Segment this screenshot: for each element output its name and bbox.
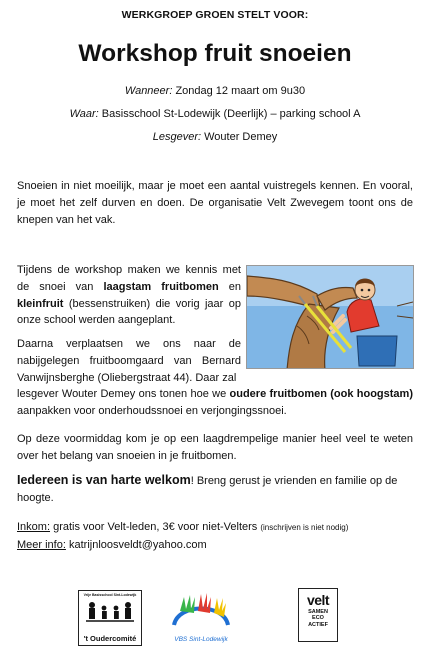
hands-rainbow-icon	[168, 589, 234, 633]
velt-logo-slogan	[299, 609, 337, 628]
entry-info	[17, 521, 348, 533]
where-label: Waar:	[69, 108, 99, 120]
velt-logo-name: velt	[306, 592, 330, 608]
workshop-bold-laagstam: laagstam fruitbomen	[103, 280, 219, 293]
entry-label: Inkom:	[17, 521, 51, 533]
daarna-bold-oudere: oudere fruitbomen (ook hoogstam)	[229, 388, 413, 401]
detail-where	[0, 108, 430, 120]
where-value: Basisschool St-Lodewijk (Deerlijk) – parking school A	[98, 108, 361, 120]
vbs-logo-caption: VBS Sint-Lodewijk	[174, 636, 228, 643]
daarna-text-left: Daarna verplaatsen we ons naar de nabijgelegen fruitboomgaard van Bernard Vanwijnsberghe (Oliebergstraat 44). Daar zal	[17, 338, 241, 384]
oudercomite-logo-top-text: Vrije Basisschool Sint-Lodewijk	[83, 593, 137, 597]
family-icon	[80, 597, 140, 627]
velt-slogan-line1: SAMEN	[308, 609, 328, 615]
flyer-title: Workshop fruit snoeien	[78, 40, 352, 67]
detail-when	[0, 85, 430, 97]
velt-logo	[298, 588, 338, 642]
workshop-paragraph	[17, 262, 241, 329]
more-info-email: katrijnloosveldt@yahoo.com	[65, 539, 207, 551]
pruning-illustration-svg	[247, 266, 414, 369]
oudercomite-logo	[78, 590, 142, 646]
workshop-text-c: en	[218, 280, 241, 293]
when-value: Zondag 12 maart om 9u30	[172, 85, 306, 97]
detail-teacher	[0, 131, 430, 143]
morning-paragraph: Op deze voormiddag kom je op een laagdrempelige manier heel veel te weten over het belang van snoeien in je fruitbomen.	[17, 433, 413, 462]
when-label: Wanneer:	[124, 85, 173, 97]
workshop-bold-kleinfruit: kleinfruit	[17, 297, 64, 310]
welcome-rest-text: ! Breng gerust je vrienden en familie op de hoogte.	[17, 475, 398, 504]
teacher-label: Lesgever:	[152, 131, 202, 143]
entry-note: (inschrijven is niet nodig)	[260, 523, 349, 532]
velt-slogan-line2: ECO	[312, 615, 324, 622]
entry-value: gratis voor Velt-leden, 3€ voor niet-Velters	[50, 521, 261, 533]
pruning-illustration	[246, 265, 414, 369]
intro-paragraph: Snoeien in niet moeilijk, maar je moet een aantal vuistregels kennen. En vooral, je moet het zelf durven en doen. De organisatie Velt Zwevegem toont ons de knepen van het vak.	[17, 180, 413, 226]
workshop-text-d: (bessenstruiken) die vorig jaar op onze school werden aangeplant.	[17, 297, 241, 327]
velt-slogan-line3: ACTIEF	[308, 621, 328, 628]
daarna-text-a: lesgever Wouter Demey ons tonen hoe we	[17, 388, 230, 401]
teacher-value: Wouter Demey	[201, 131, 278, 143]
daarna-text-wide	[17, 386, 413, 420]
flyer-kicker: WERKGROEP GROEN STELT VOOR:	[121, 9, 309, 21]
welcome-paragraph	[17, 472, 413, 507]
oudercomite-logo-name: 't Oudercomité	[83, 634, 137, 643]
more-info	[17, 539, 207, 551]
more-info-label: Meer info:	[17, 539, 66, 551]
vbs-logo	[168, 589, 234, 645]
daarna-text-c: aanpakken voor onderhoudssnoei en verjongingssnoei.	[17, 405, 287, 418]
welcome-big-text: Iedereen is van harte welkom	[17, 473, 191, 487]
workshop-text-a: Tijdens de workshop maken we kennis met de snoei van	[17, 264, 241, 293]
